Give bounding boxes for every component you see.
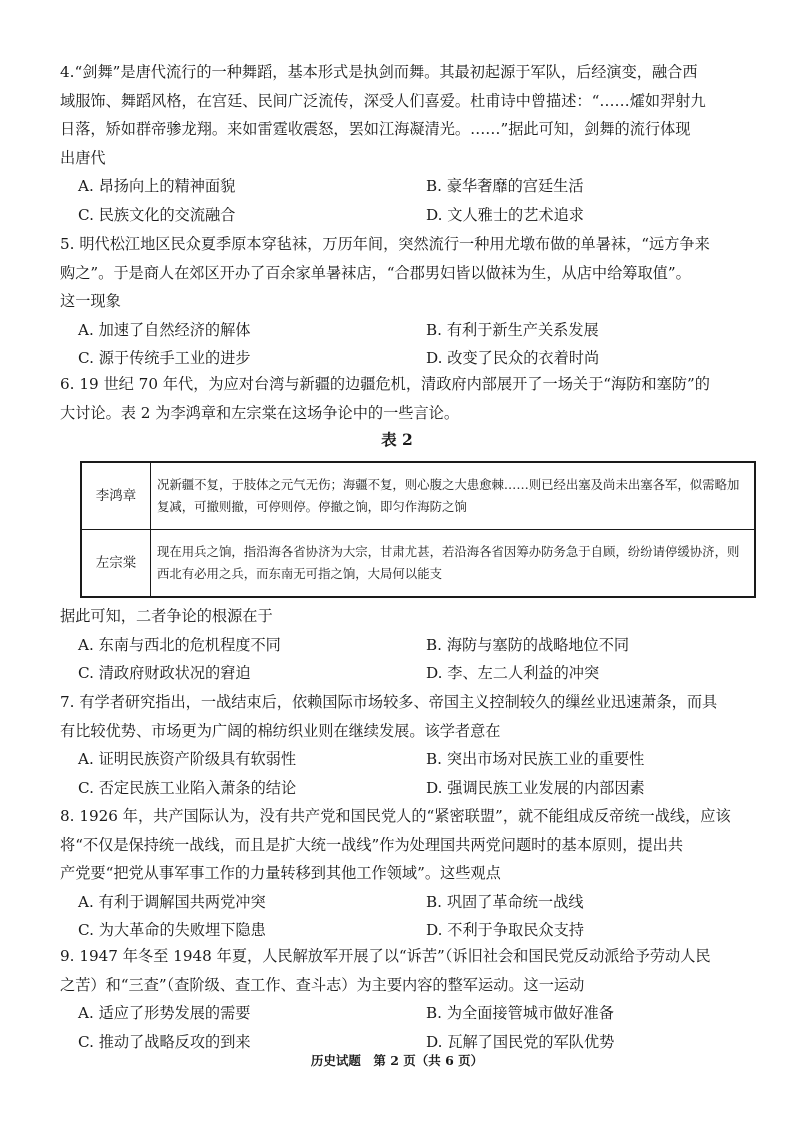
option-a[interactable]: A. 适应了形势发展的需要 [78,1004,251,1023]
question-9-line-2: 之苦）和“三查”（查阶级、查工作、查斗志）为主要内容的整军运动。这一运动 [60,975,585,994]
question-6-line-1: 6. 19 世纪 70 年代，为应对台湾与新疆的边疆危机，清政府内部展开了一场关于“海防和塞防”的 [60,375,710,393]
table-cell-name: 李鸿章 [81,462,151,530]
question-4 [60,58,752,230]
option-a[interactable]: A. 加速了自然经济的解体 [78,320,251,339]
option-c[interactable]: C. 源于传统手工业的进步 [78,349,251,368]
option-d[interactable]: D. 改变了民众的衣着时尚 [426,349,600,368]
question-8-line-1: 8. 1926 年，共产国际认为，没有共产党和国民党人的“紧密联盟”，就不能组成反帝统一战线，应该 [60,807,731,825]
question-8-options [60,888,752,945]
question-6-tail [60,602,752,688]
question-9-options [60,999,752,1056]
question-7-line-1: 7. 有学者研究指出，一战结束后，依赖国际市场较多、帝国主义控制较久的缫丝业迅速萧条，而具 [60,693,718,711]
option-b[interactable]: B. 有利于新生产关系发展 [426,320,599,339]
option-b[interactable]: B. 海防与塞防的战略地位不同 [426,635,630,654]
option-d[interactable]: D. 不利于争取民众支持 [426,921,584,940]
table-row [81,462,755,530]
option-d[interactable]: D. 强调民族工业发展的内部因素 [426,778,645,797]
question-5-line-3: 这一现象 [60,292,121,311]
question-4-line-3: 日落，矫如群帝骖龙翔。来如雷霆收震怒，罢如江海凝清光。……”据此可知，剑舞的流行体现 [60,120,691,139]
question-6-after-line: 据此可知，二者争论的根源在于 [60,607,273,625]
question-6-options [60,631,752,688]
option-c[interactable]: C. 民族文化的交流融合 [78,205,236,224]
question-6-line-2: 大讨论。表 2 为李鸿章和左宗棠在这场争论中的一些言论。 [60,403,460,422]
option-b[interactable]: B. 为全面接管城市做好准备 [426,1004,614,1023]
option-d[interactable]: D. 李、左二人利益的冲突 [426,664,600,683]
question-5-line-1: 5. 明代松江地区民众夏季原本穿毡袜，万历年间，突然流行一种用尤墩布做的单暑袜，“远方争来 [60,235,710,253]
page-footer: 历史试题 第 2 页（共 6 页） [310,1053,484,1068]
question-4-line-1: 4.“剑舞”是唐代流行的一种舞蹈，基本形式是执剑而舞。其最初起源于军队，后经演变，融合西 [60,63,698,81]
table-cell-name: 左宗棠 [81,530,151,598]
option-a[interactable]: A. 东南与西北的危机程度不同 [78,635,281,654]
table-cell-text: 况新疆不复，于肢体之元气无伤；海疆不复，则心腹之大患愈棘……则已经出塞及尚未出塞各军，似需略加复减，可撤则撤，可停则停。停撤之饷，即匀作海防之饷 [151,462,756,530]
question-5-options [60,316,752,373]
table-2 [80,461,756,598]
table-cell-text: 现在用兵之饷，指沿海各省协济为大宗，甘肃尤甚，若沿海各省因筹办防务急于自顾，纷纷请停缓协济，则西北有必用之兵，而东南无可指之饷，大局何以能支 [151,530,756,598]
question-8 [60,802,752,945]
question-6 [60,370,752,427]
option-b[interactable]: B. 豪华奢靡的宫廷生活 [426,177,584,196]
option-a[interactable]: A. 有利于调解国共两党冲突 [78,892,266,911]
question-5-line-2: 购之”。于是商人在郊区开办了百余家单暑袜店，“合郡男妇皆以做袜为生，从店中给筹取值”。 [60,263,691,282]
question-9 [60,942,752,1056]
option-b[interactable]: B. 巩固了革命统一战线 [426,892,584,911]
option-c[interactable]: C. 清政府财政状况的窘迫 [78,664,251,683]
option-a[interactable]: A. 昂扬向上的精神面貌 [78,177,236,196]
option-c[interactable]: C. 为大革命的失败埋下隐患 [78,921,266,940]
option-a[interactable]: A. 证明民族资产阶级具有软弱性 [78,750,297,769]
question-8-line-2: 将“不仅是保持统一战线，而且是扩大统一战线”作为处理国共两党问题时的基本原则，提出共 [60,835,684,854]
question-7 [60,688,752,802]
question-4-line-4: 出唐代 [60,148,106,167]
option-c[interactable]: C. 推动了战略反攻的到来 [78,1032,251,1051]
option-c[interactable]: C. 否定民族工业陷入萧条的结论 [78,778,297,797]
question-7-line-2: 有比较优势、市场更为广阔的棉纺织业则在继续发展。该学者意在 [60,721,501,740]
option-d[interactable]: D. 瓦解了国民党的军队优势 [426,1032,615,1051]
question-5 [60,230,752,373]
question-4-options [60,172,752,229]
table-row [81,530,755,598]
table-caption: 表 2 [381,430,413,449]
question-4-line-2: 域服饰、舞蹈风格，在宫廷、民间广泛流传，深受人们喜爱。杜甫诗中曾描述：“……㸌如羿射九 [60,91,706,110]
option-d[interactable]: D. 文人雅士的艺术追求 [426,205,584,224]
question-8-line-3: 产党要“把党从事军事工作的力量转移到其他工作领域”。这些观点 [60,864,501,883]
question-9-line-1: 9. 1947 年冬至 1948 年夏，人民解放军开展了以“诉苦”（诉旧社会和国民党反动派给予劳动人民 [60,947,711,965]
option-b[interactable]: B. 突出市场对民族工业的重要性 [426,750,645,769]
question-7-options [60,745,752,802]
